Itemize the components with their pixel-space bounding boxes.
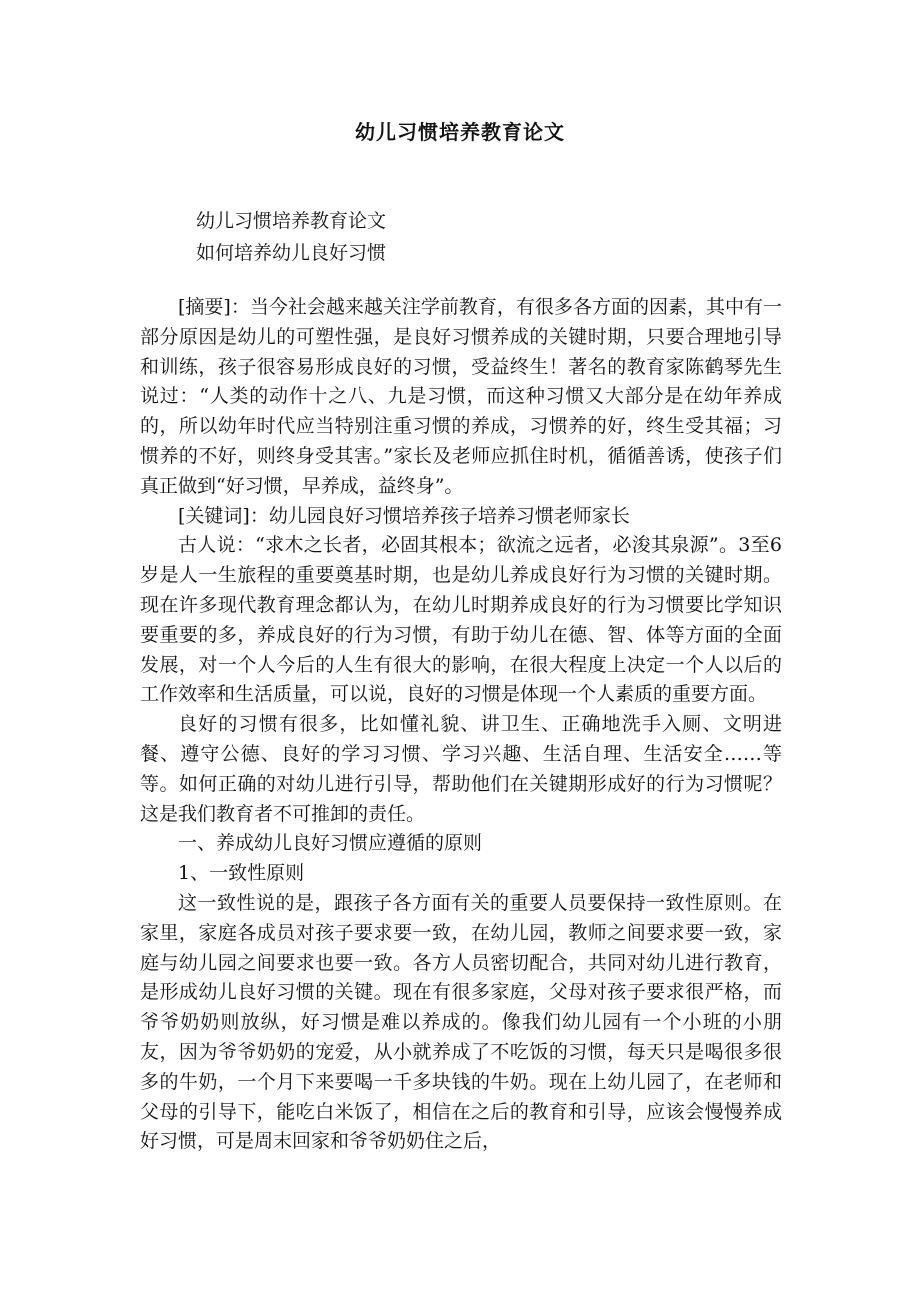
subsection-heading: 1、一致性原则 [178,862,305,885]
body-paragraph: 古人说：“求木之长者，必固其根本；欲流之远者，必浚其泉源”。3至6岁是人一生旅程的重要奠基时期，也是幼儿养成良好行为习惯的关键时期。现在许多现代教育理念都认为，在幼儿时期养成良好的行为习惯要比学知识要重要的多，养成良好的行为习惯，有助于幼儿在德、智、体等方面的全面发展，对一个人今后的人生有很大的影响，在很大程度上决定一个人以后的工作效率和生活质量，可以说，良好的习惯是体现一个人素质的重要方面。 [140,534,782,706]
section-heading: 一、养成幼儿良好习惯应遵循的原则 [178,832,483,855]
abstract-paragraph: [摘要]：当今社会越来越关注学前教育，有很多各方面的因素，其中有一部分原因是幼儿的可塑性强，是良好习惯养成的关键时期，只要合理地引导和训练，孩子很容易形成良好的习惯，受益终生！著名的教育家陈鹤琴先生说过：“人类的动作十之八、九是习惯，而这种习惯又大部分是在幼年养成的，所以幼年时代应当特别注重习惯的养成，习惯养的好，终生受其福；习惯养的不好，则终身受其害。”家长及老师应抓住时机，循循善诱，使孩子们真正做到“好习惯，早养成，益终身”。 [140,296,782,497]
document-title: 幼儿习惯培养教育论文 [355,120,565,144]
keywords-paragraph: [关键词]：幼儿园良好习惯培养孩子培养习惯老师家长 [178,504,630,527]
body-paragraph: 这一致性说的是，跟孩子各方面有关的重要人员要保持一致性原则。在家里，家庭各成员对孩子要求要一致，在幼儿园，教师之间要求要一致，家庭与幼儿园之间要求也要一致。各方人员密切配合，共同对幼儿进行教育，是形成幼儿良好习惯的关键。现在有很多家庭，父母对孩子要求很严格，而爷爷奶奶则放纵，好习惯是难以养成的。像我们幼儿园有一个小班的小朋友，因为爷爷奶奶的宠爱，从小就养成了不吃饭的习惯，每天只是喝很多很多的牛奶，一个月下来要喝一千多块钱的牛奶。现在上幼儿园了，在老师和父母的引导下，能吃白米饭了，相信在之后的教育和引导，应该会慢慢养成好习惯，可是周末回家和爷爷奶奶住之后， [140,891,782,1153]
body-paragraph: 良好的习惯有很多，比如懂礼貌、讲卫生、正确地洗手入厕、文明进餐、遵守公德、良好的学习习惯、学习兴趣、生活自理、生活安全……等等。如何正确的对幼儿进行引导，帮助他们在关键期形成好的行为习惯呢？这是我们教育者不可推卸的责任。 [140,713,782,825]
subtitle-line: 幼儿习惯培养教育论文 [196,210,387,232]
subtitle-line: 如何培养幼儿良好习惯 [196,242,387,264]
document-body [140,293,782,1157]
